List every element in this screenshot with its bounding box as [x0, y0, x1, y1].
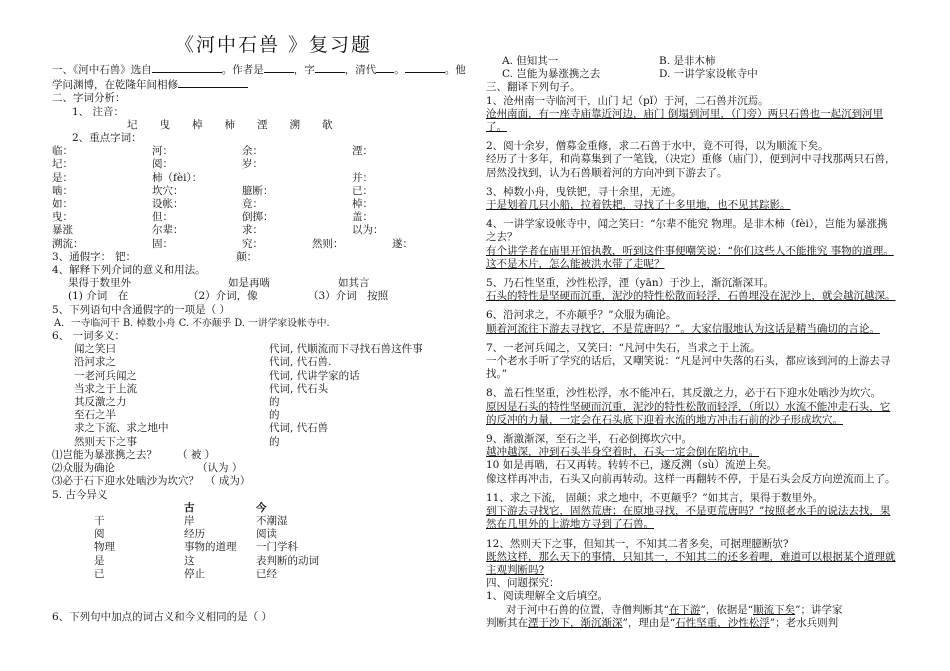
blank-qing[interactable]	[376, 62, 394, 73]
char-item: 圮	[127, 118, 138, 131]
s4-line1: 对于河中石兽的位置，寺僧判断其“在下游”，依据是“顺流下矣”；讲学家	[506, 603, 843, 616]
q3-line: 3、通假字： 钯： 颠：	[52, 250, 258, 263]
blank-extra[interactable]	[405, 62, 445, 73]
q5-heading: 5、下列语句中含通假字的一项是（ ）	[52, 303, 231, 316]
s4-line2: 判断其在湮于沙下，渐沉渐深”，理由是“石性坚重，沙性松浮”；老水兵则判	[486, 616, 839, 629]
blank-xiu[interactable]	[178, 77, 248, 88]
blank-author[interactable]	[264, 62, 294, 73]
page-title: 《河中石兽 》复习题	[175, 34, 373, 56]
q4-items: 果得于数里外 如是再啮 如其言	[68, 277, 370, 290]
answer-blank[interactable]: 石性坚重，沙性松浮	[675, 616, 770, 629]
char-item: 溯	[289, 118, 300, 131]
q1-zi-label: ，字	[293, 64, 315, 76]
translate-item: 11、求之下流， 固颠；求之地中，不更颠乎？”如其言，果得于数里外。 到下游去寻找它，固然荒唐；在原地寻找，不是更荒唐吗？”按照老水手的说法去找，果然在几里外的上游地方寻到了石兽。	[486, 491, 891, 531]
answer-blank[interactable]: 在下游	[668, 603, 701, 616]
q1-line: 一、《河中石兽》选自 。作者是 ，字 ，清代 。 。他	[52, 64, 466, 76]
left-column	[52, 62, 472, 624]
char-item: 曳	[159, 118, 170, 131]
q1-author-label: 。作者是	[221, 64, 264, 76]
gy-table: 干 岸 不潮湿 阅 经历 阅读 物理 事物的道理 一门学科 是 这 表判断的动词 已 停止 已经	[94, 514, 319, 580]
q2-2-heading: 2、重点字词：	[72, 132, 142, 145]
q6-heading: 6、 一词多义：	[52, 330, 126, 343]
blank-source[interactable]	[152, 62, 222, 73]
q1-end: 。他	[444, 64, 466, 76]
q8-heading: 6、下列句中加点的词古义和今义相同的是（ ）	[52, 610, 273, 623]
keyword-grid: 临： 河： 余： 湮： 圮： 阅： 岁： 是： 柿（fèi）： 并： 啮： 坎穴： 臆断： 已： 如： 设帐： 竟： 棹： 曳： 但： 倒掷： 盖： 暴涨 尔辈： 求： 以为： 溯流： 固： 究： 然则： 遂：	[52, 145, 413, 250]
q7-heading: 5. 古今异义	[52, 488, 108, 501]
jie-list: ⑴岂能为暴涨携之去？ （ 被 ） ⑵众服为确论 （认为 ） ⑶必于石下迎水处啮沙为坎穴？ （ 成为）	[52, 448, 251, 488]
translate-item: 5、乃石性坚重，沙性松浮，湮（yān）于沙上，渐沉渐深耳。 石头的特性是坚硬而沉重，泥沙的特性松散而轻浮，石兽埋没在泥沙上，就会越沉越深。	[486, 277, 896, 303]
char-item: 棹	[192, 118, 203, 131]
q4-heading: 4、解释下列介词的意义和用法。	[52, 264, 206, 277]
translate-item: 12、然则天下之事，但知其一，不知其二者多矣，可据理臆断欤? 既然这样，那么天下的事情，只知其一，不知其二的还多着哩，难道可以根据某个道理就主观判断吗?	[486, 537, 896, 576]
translate-item: 6、沿河求之，不亦颠乎？”众服为确论。 顺着河流往下游去寻找它，不是荒唐吗？”。大家信服地认为这话是精当确切的言论。	[486, 309, 880, 335]
translate-item: 7、一老河兵闻之，又笑曰：“凡河中失石，当求之于上流。 一个老水手听了学究的话后，又嘲笑说：“凡是河中失落的石头，都应该到河的上游去寻找。”	[486, 341, 891, 381]
q2-1-heading: 1、 注音：	[72, 105, 125, 118]
translate-item: 4、一讲学家设帐寺中，闻之笑曰：“尔辈不能究 物理。是非木柿（fèi），岂能为暴涨携之去？ 有个讲学者在庙里开馆执教，听到这件事便嘲笑说：“你们这些人不能推究 事物的道理。这不是木片，怎么能被洪水带了走呢？	[486, 218, 894, 270]
gy-header: 古 今	[184, 501, 267, 514]
q5-options: A．一寺临河干 B. 棹数小舟 C. 不亦颠乎 D. 一讲学家设帐寺中.	[54, 317, 330, 329]
q1-qing-label: ，清代	[344, 64, 377, 76]
char-item: 欹	[322, 118, 333, 131]
translate-item: 8、盖石性坚重，沙性松浮，水不能冲石，其反激之力，必于石下迎水处啮沙为坎穴。 原因是石头的特性坚硬而沉重，泥沙的特性松散而轻浮，（所以）水流不能冲走石头，它的反冲的力量，一定会在石头底下迎着水流的地方冲击石前的沙子形成坎穴。	[486, 387, 891, 426]
translate-item: 1、沧州南一寺临河干，山门 圮（pǐ）于河，二石兽并沉焉。 沧州南面，有一座寺庙靠近河边，庙门 倒塌到河里，（门旁）两只石兽也一起沉到河里了。	[486, 94, 884, 134]
answer-blank[interactable]: 顺流下矣	[753, 603, 796, 616]
char-item: 柿	[224, 118, 235, 131]
section-4-1: 1、阅读理解全文后填空。	[486, 590, 609, 603]
translate-item: 10 如是再啮，石又再转。转转不已，遂反溯（sù）流逆上矣。 像这样再冲击，石头又向前再转动。这样一再翻转不停，于是石头会反方向逆流而上了。	[486, 459, 896, 485]
section-4-heading: 四、问题探究：	[486, 577, 560, 590]
translate-item: 9、渐激渐深，至石之半，石必倒掷坎穴中。 越冲越深，冲到石头半身空着时，石头一定会倒在陷坑中。	[486, 433, 759, 459]
pinyin-chars	[52, 119, 472, 132]
q1-line2: 学问渊博，在乾隆年间相修	[52, 77, 472, 92]
char-item: 湮	[257, 118, 268, 131]
translate-item: 2、阅十余岁，僧募金重修，求二石兽于水中，竟不可得，以为顺流下矣。 经历了十多年，和尚募集到了一笔钱，（决定）重修（庙门），便到河中寻找那两只石兽，居然没找到，认为石兽顺着河的方向冲到下游去了。	[486, 140, 896, 179]
translate-item: 3、棹数小舟，曳铁钯，寻十余里，无迹。 于是划着几只小船，拉着铁耙，寻找了十多里地，也不见其踪影。	[486, 185, 791, 212]
usage-table: 闻之笑曰 代词, 代顺流而下寻找石兽这件事 沿河求之 代词, 代石兽. 一老河兵闻之 代词, 代讲学家的话 当求之于上流 代词, 代石头 其反激之力 的 至石之半 的 求之下流、求之地中 代词, 代石兽 然则天下之事 的	[74, 343, 423, 448]
right-column	[486, 55, 898, 630]
blank-zi[interactable]	[315, 62, 345, 73]
q2-heading: 二、字词分析：	[52, 92, 126, 105]
q1-label: 一、《河中石兽》选自	[52, 64, 152, 76]
answer-blank[interactable]: 湮于沙下，渐沉渐深	[528, 616, 623, 629]
section-3-heading: 三、翻译下列句子。	[486, 81, 581, 94]
q4-opts: (1) 介词 在 （2）介词，像 （3）介词 按照	[68, 290, 389, 303]
option-row: C. 岂能为暴涨携之去 D. 一讲学家设帐寺中	[502, 68, 758, 81]
option-row: A. 但知其一 B. 是非木柿	[502, 55, 716, 67]
